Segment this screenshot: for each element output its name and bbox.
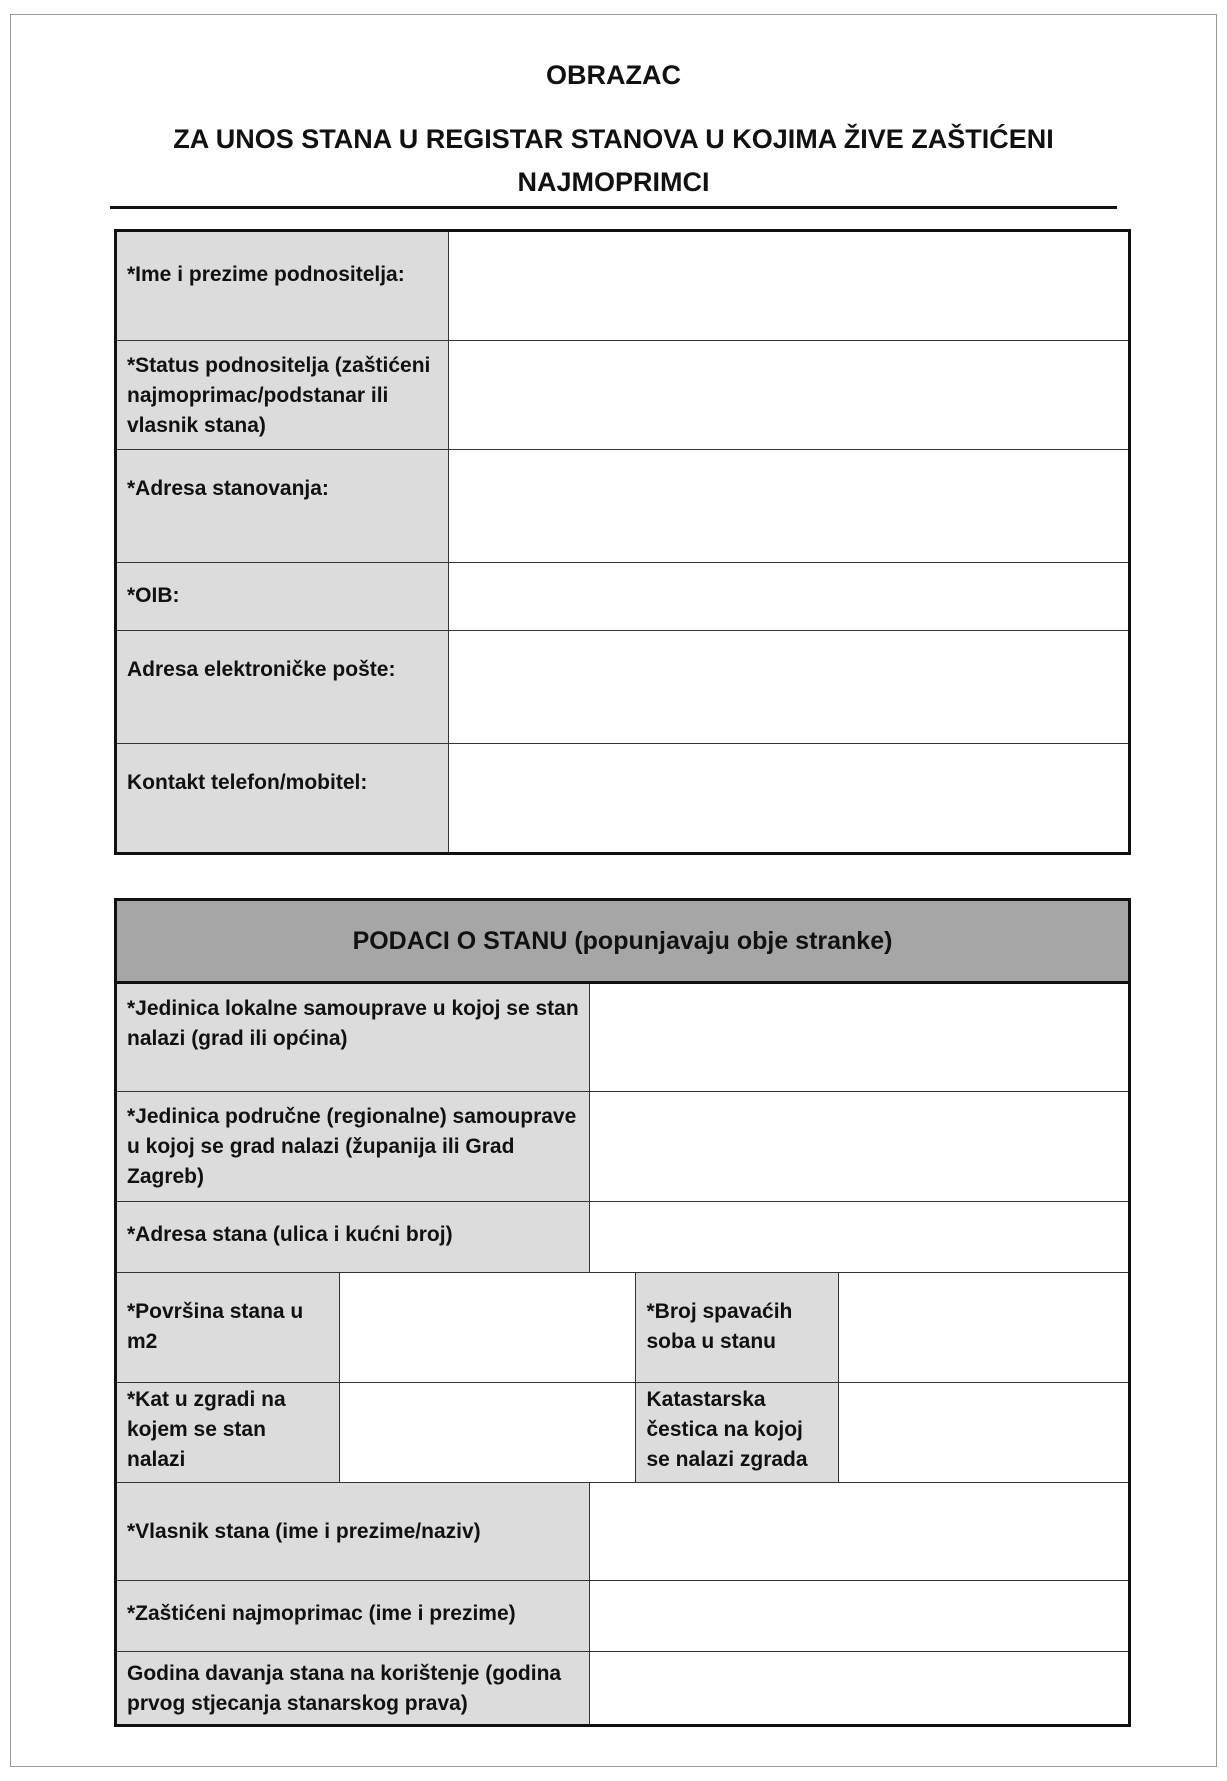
row-owner <box>116 1483 1130 1581</box>
parcel-label: Katastarska čestica na kojoj se nalazi zgrada <box>636 1383 839 1483</box>
row-applicant-oib <box>116 563 1130 631</box>
area-label: *Površina stana u m2 <box>116 1273 340 1383</box>
floor-label: *Kat u zgradi na kojem se stan nalazi <box>116 1383 340 1483</box>
row-tenant <box>116 1581 1130 1652</box>
row-applicant-address <box>116 450 1130 563</box>
applicant-email-field[interactable] <box>448 631 1129 744</box>
bedrooms-field[interactable] <box>839 1273 1130 1383</box>
applicant-address-field[interactable] <box>448 450 1129 563</box>
applicant-address-label: *Adresa stanovanja: <box>116 450 449 563</box>
applicant-email-label: Adresa elektroničke pošte: <box>116 631 449 744</box>
applicant-oib-field <box>448 563 1129 631</box>
applicant-phone-label: Kontakt telefon/mobitel: <box>116 744 449 854</box>
regional-unit-field[interactable] <box>590 1092 1130 1202</box>
applicant-phone-field[interactable] <box>448 744 1129 854</box>
applicant-name-label: *Ime i prezime podnositelja: <box>116 231 449 341</box>
row-flat-address <box>116 1202 1130 1273</box>
row-section-header <box>116 900 1130 983</box>
flat-section-title: PODACI O STANU (popunjavaju obje stranke) <box>116 900 1130 983</box>
applicant-status-field[interactable] <box>448 341 1129 450</box>
row-year <box>116 1652 1130 1726</box>
row-applicant-status <box>116 341 1130 450</box>
form-title: OBRAZAC <box>546 60 681 90</box>
tenant-field[interactable] <box>590 1581 1130 1652</box>
form-subtitle: ZA UNOS STANA U REGISTAR STANOVA U KOJIMA ŽIVE ZAŠTIĆENI NAJMOPRIMCI <box>173 124 1054 197</box>
flat-address-label: *Adresa stana (ulica i kućni broj) <box>116 1202 590 1273</box>
floor-field[interactable] <box>339 1383 636 1483</box>
owner-label: *Vlasnik stana (ime i prezime/naziv) <box>116 1483 590 1581</box>
row-applicant-name <box>116 231 1130 341</box>
row-floor-parcel <box>116 1383 1130 1483</box>
applicant-oib-label: *OIB: <box>116 563 449 631</box>
applicant-name-field[interactable] <box>448 231 1129 341</box>
applicant-table <box>114 229 1131 855</box>
row-area-bedrooms <box>116 1273 1130 1383</box>
area-field[interactable] <box>339 1273 636 1383</box>
row-applicant-email <box>116 631 1130 744</box>
owner-field[interactable] <box>590 1483 1130 1581</box>
parcel-field[interactable] <box>839 1383 1130 1483</box>
row-local-unit <box>116 983 1130 1092</box>
tenant-label: *Zaštićeni najmoprimac (ime i prezime) <box>116 1581 590 1652</box>
local-unit-field[interactable] <box>590 983 1130 1092</box>
applicant-status-label: *Status podnositelja (zaštićeni najmoprimac/podstanar ili vlasnik stana) <box>116 341 449 450</box>
year-field[interactable] <box>590 1652 1130 1726</box>
row-applicant-phone <box>116 744 1130 854</box>
row-regional-unit <box>116 1092 1130 1202</box>
title-divider <box>110 206 1117 209</box>
flat-table <box>114 898 1131 1727</box>
regional-unit-label: *Jedinica područne (regionalne) samouprave u kojoj se grad nalazi (županija ili Grad Zagreb) <box>116 1092 590 1202</box>
year-label: Godina davanja stana na korištenje (godina prvog stjecanja stanarskog prava) <box>116 1652 590 1726</box>
flat-address-field[interactable] <box>590 1202 1130 1273</box>
local-unit-label: *Jedinica lokalne samouprave u kojoj se stan nalazi (grad ili općina) <box>116 983 590 1092</box>
bedrooms-label: *Broj spavaćih soba u stanu <box>636 1273 839 1383</box>
